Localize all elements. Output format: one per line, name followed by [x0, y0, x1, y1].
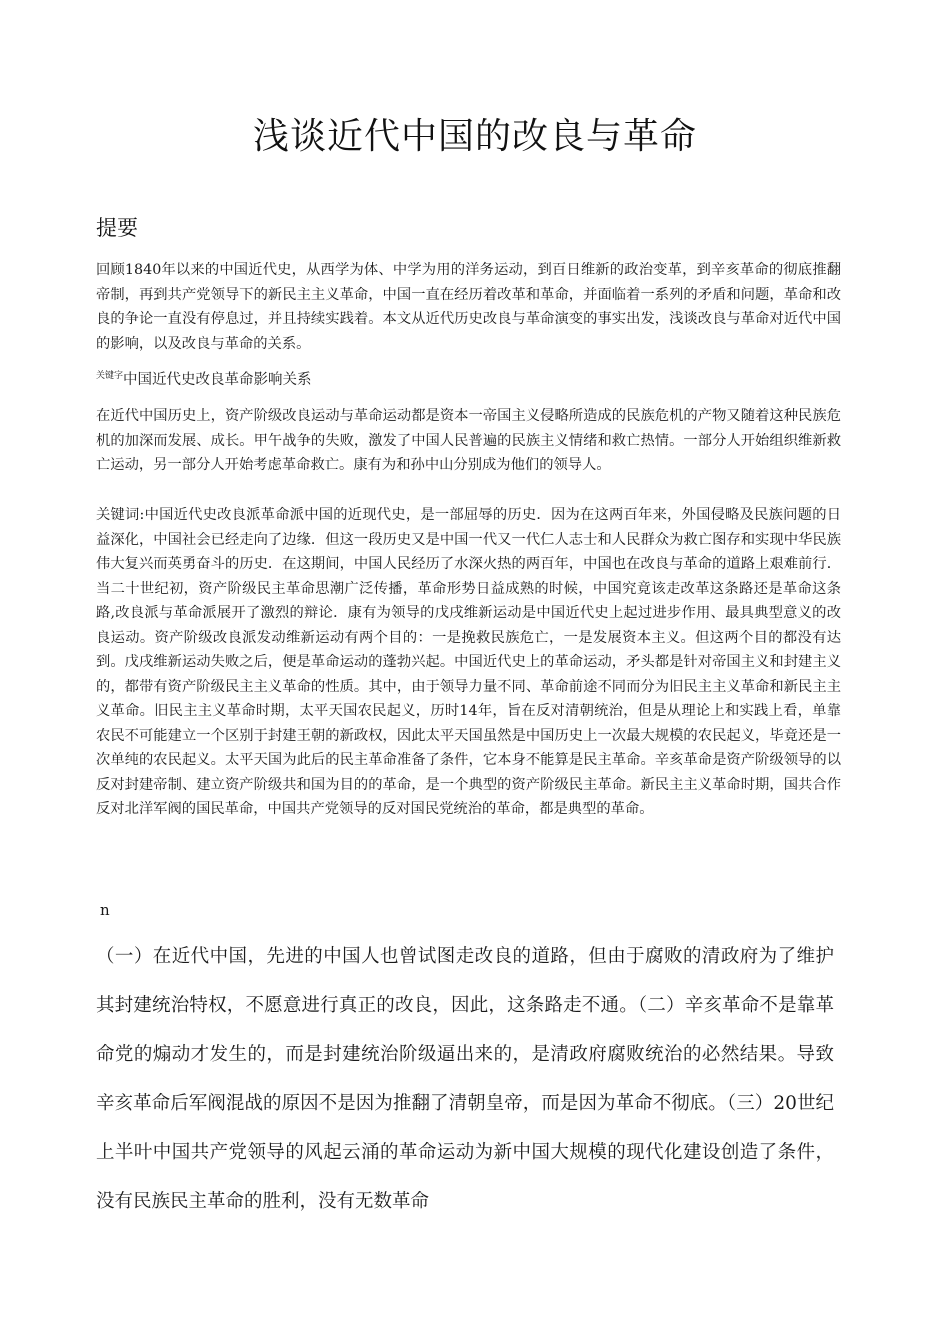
keywords-text: 中国近代史改良革命影响关系 [123, 372, 312, 388]
body-paragraph-1: 在近代中国历史上，资产阶级改良运动与革命运动都是资本一帝国主义侵略所造成的民族危机的产物又随着这种民族危机的加深而发展、成长。甲午战争的失败，激发了中国人民普遍的民族主义情绪和救亡热情。一部分人开始组织维新救亡运动，另一部分人开始考虑革命救亡。康有为和孙中山分别成为他们的领导人。 [96, 408, 841, 473]
body-paragraph-2: 关键词:中国近代史改良派革命派中国的近现代史，是一部屈辱的历史．因为在这两百年来，外国侵略及民族问题的日益深化，中国社会已经走向了边缘．但这一段历史又是中国一代又一代仁人志士和人民群众为救亡图存和实现中华民族伟大复兴而英勇奋斗的历史．在这期间，中国人民经历了水深火热的两百年，中国也在改良与革命的道路上艰难前行．当二十世纪初，资产阶级民主革命思潮广泛传播，革命形势日益成熟的时候，中国究竟该走改革这条路还是革命这条路,改良派与革命派展开了激烈的辩论．康有为领导的戊戌维新运动是中国近代史上起过进步作用、最具典型意义的改良运动。资产阶级改良派发动维新运动有两个目的：一是挽救民族危亡，一是发展资本主义。但这两个目的都没有达到。戊戌维新运动失败之后，便是革命运动的蓬勃兴起。中国近代史上的革命运动，矛头都是针对帝国主义和封建主义的，都带有资产阶级民主主义革命的性质。其中，由于领导力量不同、革命前途不同而分为旧民主主义革命和新民主主义革命。旧民主主义革命时期，太平天国农民起义，历时14年，旨在反对清朝统治，但是从理论上和实践上看，单靠农民不可能建立一个区别于封建王朝的新政权，因此太平天国虽然是中国历史上一次最大规模的农民起义，毕竟还是一次单纯的农民起义。太平天国为此后的民主革命准备了条件，它本身不能算是民主革命。辛亥革命是资产阶级领导的以反对封建帝制、建立资产阶级共和国为目的的革命，是一个典型的资产阶级民主革命。新民主主义革命时期，国共合作反对北洋军阀的国民革命，中国共产党领导的反对国民党统治的革命，都是典型的革命。 [96, 507, 841, 817]
abstract-heading: 提要 [96, 216, 138, 240]
keywords-label: 关键字 [96, 371, 124, 381]
abstract-paragraph: 回顾1840年以来的中国近代史，从西学为体、中学为用的洋务运动，到百日维新的政治变革，到辛亥革命的彻底推翻帝制，再到共产党领导下的新民主主义革命，中国一直在经历着改革和革命，并面临着一系列的矛盾和问题，革命和改良的争论一直没有停息过，并且持续实践着。本文从近代历史改良与革命演变的事实出发，浅谈改良与革命对近代中国的影响，以及改良与革命的关系。 [96, 262, 841, 352]
large-body-paragraph: （一）在近代中国，先进的中国人也曾试图走改良的道路，但由于腐败的清政府为了维护其封建统治特权，不愿意进行真正的改良，因此，这条路走不通。（二）辛亥革命不是靠革命党的煽动才发生的，而是封建统治阶级逼出来的，是清政府腐败统治的必然结果。导致辛亥革命后军阀混战的原因不是因为推翻了清朝皇帝，而是因为革命不彻底。（三）20世纪上半叶中国共产党领导的风起云涌的革命运动为新中国大规模的现代化建设创造了条件，没有民族民主革命的胜利，没有无数革命 [96, 946, 834, 1212]
keywords-line [96, 368, 312, 389]
document-title: 浅谈近代中国的改良与革命 [252, 116, 697, 157]
stray-character: n [100, 901, 110, 919]
